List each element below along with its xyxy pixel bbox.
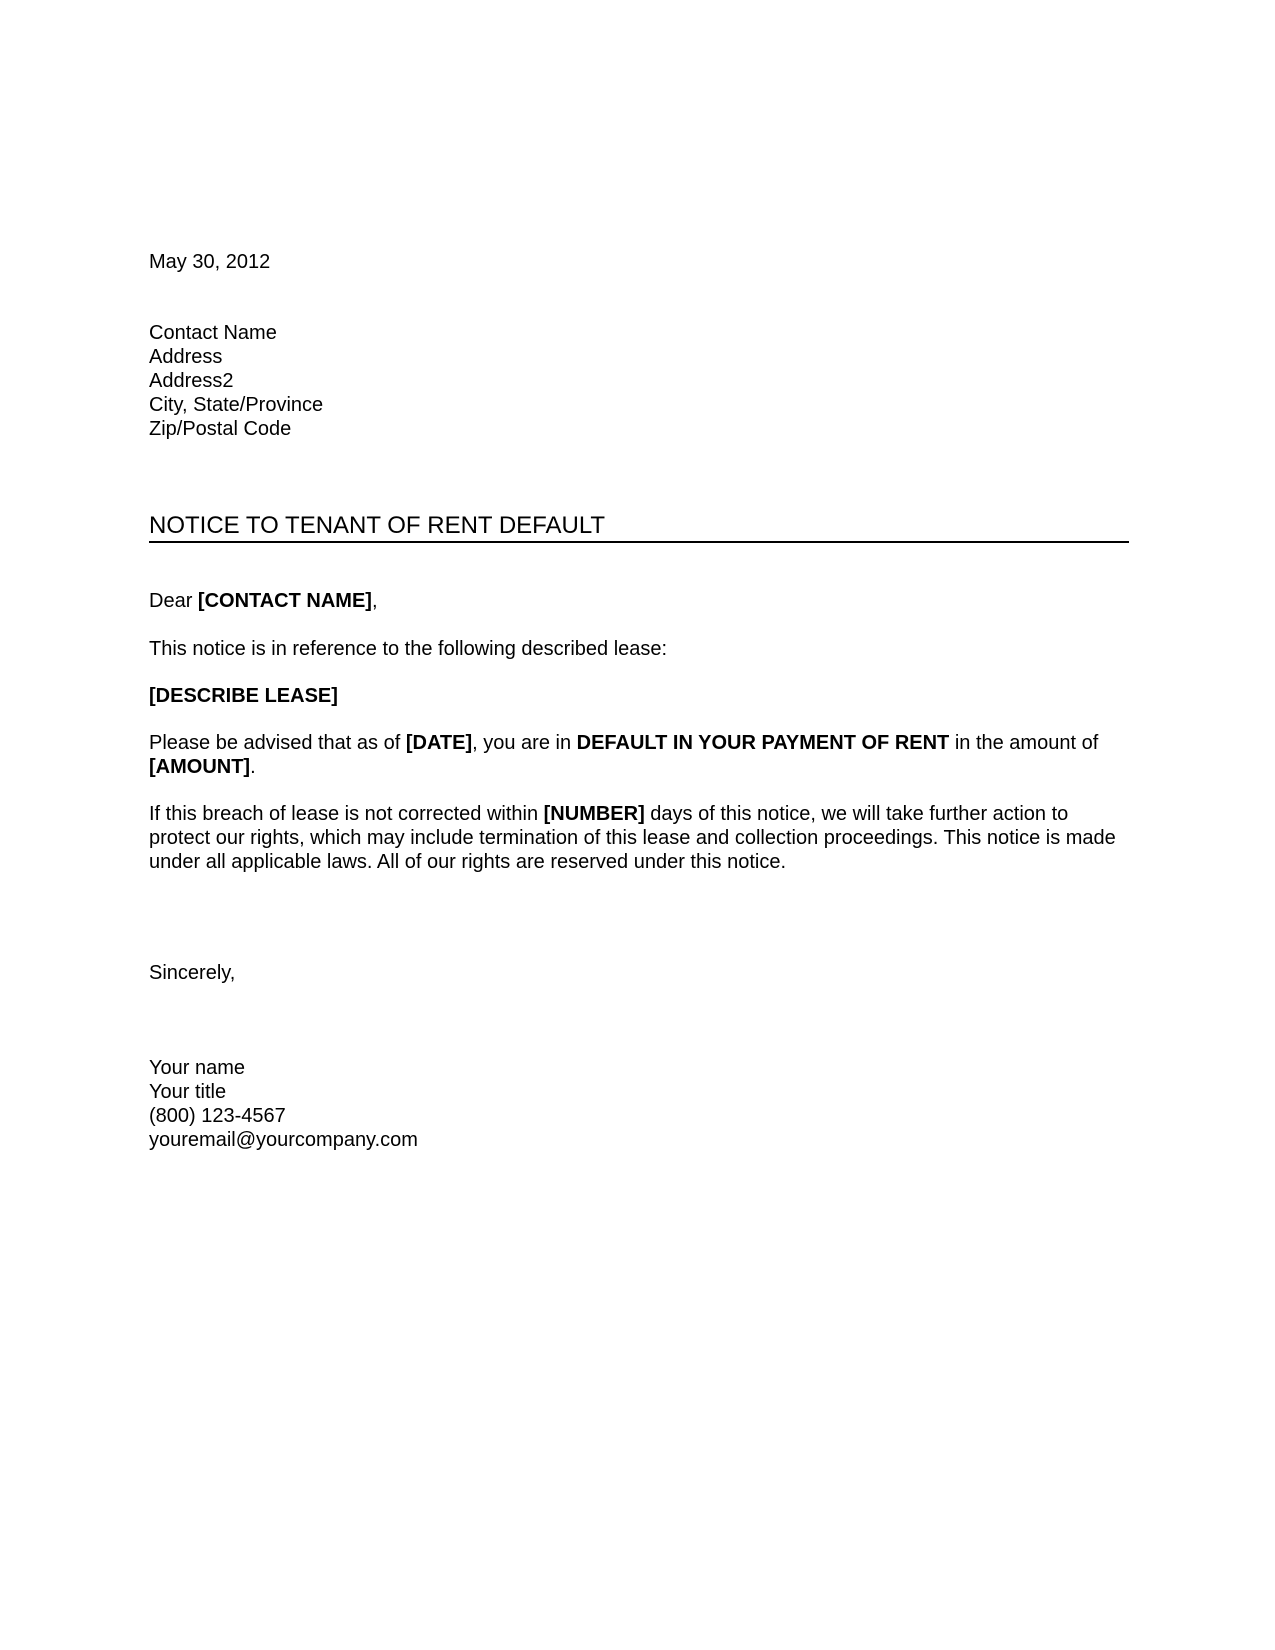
recipient-address-line-2: Address2 bbox=[149, 370, 234, 392]
signer-name: Your name bbox=[149, 1057, 245, 1079]
paragraph-text: , you are in bbox=[472, 732, 577, 754]
paragraph-text: Please be advised that as of bbox=[149, 732, 406, 754]
signer-email: youremail@yourcompany.com bbox=[149, 1129, 418, 1151]
salutation-suffix: , bbox=[371, 590, 378, 612]
amount-placeholder: [AMOUNT] bbox=[149, 756, 251, 778]
salutation-prefix: Dear bbox=[149, 590, 198, 612]
recipient-name: Contact Name bbox=[149, 322, 277, 344]
recipient-zip: Zip/Postal Code bbox=[149, 418, 292, 440]
letter-date: May 30, 2012 bbox=[149, 251, 271, 273]
paragraph-text: days of this notice, we will take further action to protect our rights, which may include termination of this lease and collection proceedings. This notice is made under all applicable laws. All of our rights are reserved under this notice. bbox=[149, 803, 1116, 873]
breach-paragraph bbox=[149, 802, 1129, 874]
salutation-contact-name: [CONTACT NAME] bbox=[197, 590, 372, 612]
default-notice-paragraph bbox=[149, 731, 1129, 779]
recipient-city-state: City, State/Province bbox=[149, 394, 324, 416]
date-placeholder: [DATE] bbox=[405, 732, 473, 754]
number-placeholder: [NUMBER] bbox=[543, 803, 645, 825]
signature-block bbox=[149, 1056, 1129, 1152]
lease-placeholder: [DESCRIBE LEASE] bbox=[149, 685, 338, 707]
signer-phone: (800) 123-4567 bbox=[149, 1105, 286, 1127]
default-statement: DEFAULT IN YOUR PAYMENT OF RENT bbox=[576, 732, 950, 754]
paragraph-text: in the amount of bbox=[949, 732, 1099, 754]
reference-paragraph: This notice is in reference to the following described lease: bbox=[149, 638, 668, 660]
closing: Sincerely, bbox=[149, 962, 236, 984]
recipient-address-line-1: Address bbox=[149, 346, 223, 368]
letter-body bbox=[149, 250, 1129, 1152]
signer-title: Your title bbox=[149, 1081, 227, 1103]
salutation bbox=[149, 589, 1129, 613]
recipient-address-block bbox=[149, 321, 1129, 441]
paragraph-text: . bbox=[250, 756, 256, 778]
paragraph-text: If this breach of lease is not corrected within bbox=[149, 803, 544, 825]
letter-subject-heading: NOTICE TO TENANT OF RENT DEFAULT bbox=[149, 511, 1129, 543]
